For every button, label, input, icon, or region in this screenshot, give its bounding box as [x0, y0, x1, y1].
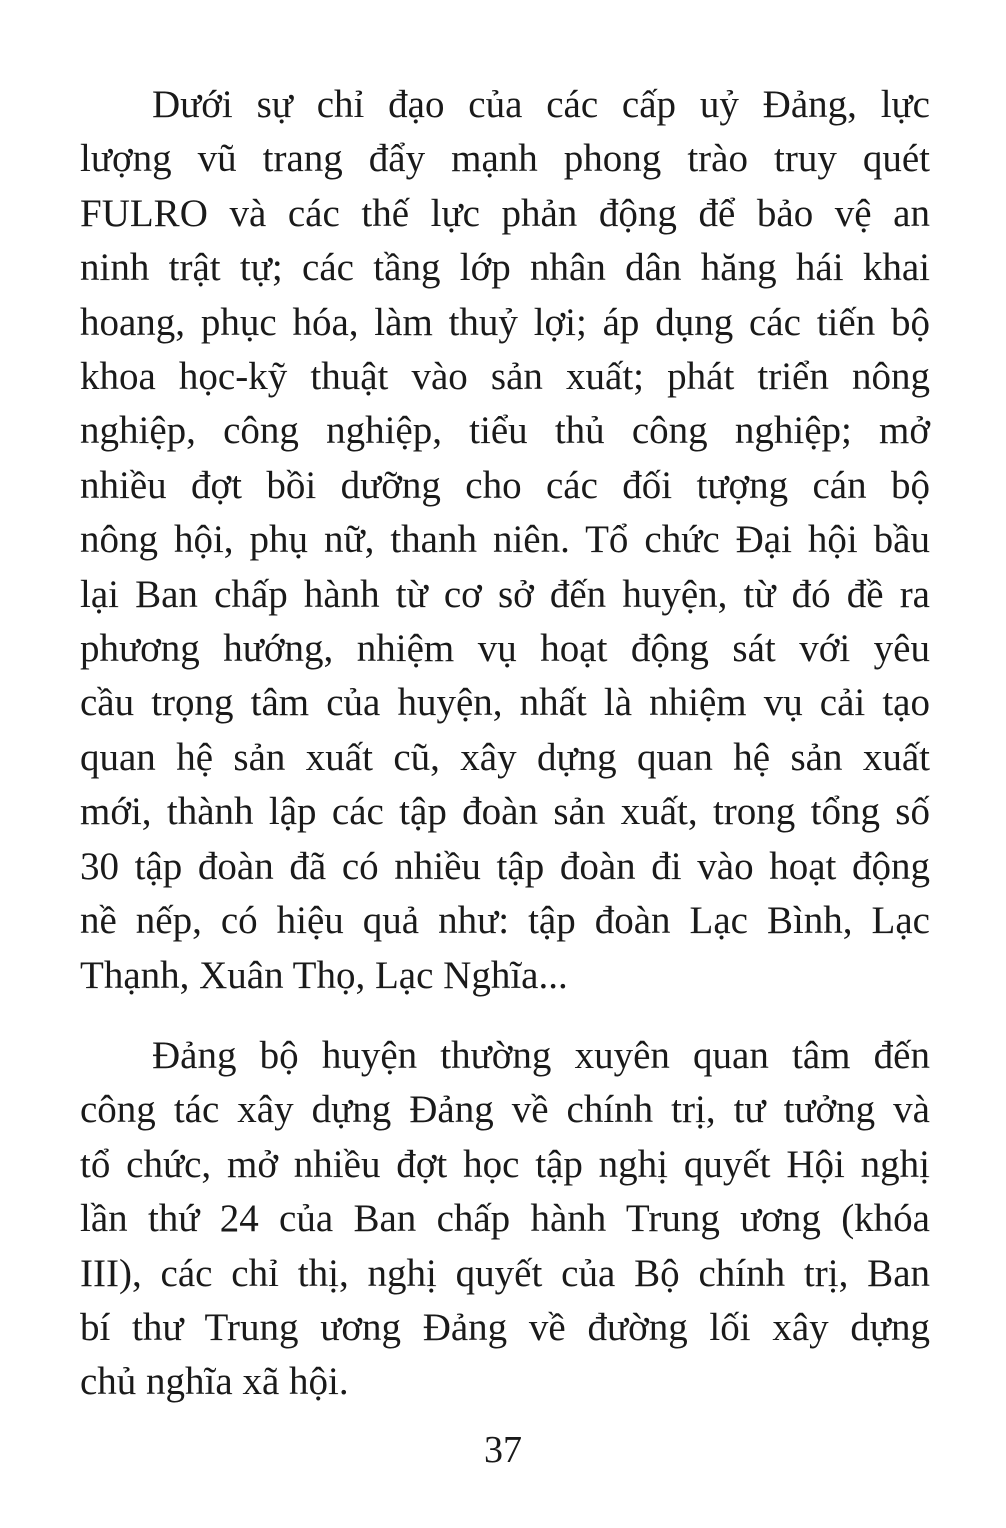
text-line: phương hướng, nhiệm vụ hoạt động sát với yêu: [80, 627, 930, 671]
text-line: lượng vũ trang đẩy mạnh phong trào truy quét: [80, 137, 930, 181]
text-line: lần thứ 24 của Ban chấp hành Trung ương (khóa: [80, 1197, 930, 1241]
text-line: Thạnh, Xuân Thọ, Lạc Nghĩa...: [80, 953, 568, 997]
text-line: tổ chức, mở nhiều đợt học tập nghị quyết Hội nghị: [80, 1142, 930, 1186]
text-line: cầu trọng tâm của huyện, nhất là nhiệm vụ cải tạo: [80, 681, 930, 725]
text-line: quan hệ sản xuất cũ, xây dựng quan hệ sản xuất: [80, 735, 930, 779]
paragraph-1: [80, 78, 930, 1003]
text-line: công tác xây dựng Đảng về chính trị, tư tưởng và: [80, 1088, 930, 1132]
text-line: chủ nghĩa xã hội.: [80, 1360, 349, 1404]
text-line: nhiều đợt bồi dưỡng cho các đối tượng cán bộ: [80, 463, 930, 507]
page-body: [80, 78, 930, 1410]
text-line: khoa học-kỹ thuật vào sản xuất; phát triển nông: [80, 355, 930, 399]
text-line: 30 tập đoàn đã có nhiều tập đoàn đi vào hoạt động: [80, 844, 930, 888]
paragraph-2: [80, 1029, 930, 1410]
text-line: hoang, phục hóa, làm thuỷ lợi; áp dụng các tiến bộ: [80, 300, 930, 344]
text-line: nề nếp, có hiệu quả như: tập đoàn Lạc Bình, Lạc: [80, 899, 930, 943]
text-line: FULRO và các thế lực phản động để bảo vệ an: [80, 191, 930, 235]
text-line: nông hội, phụ nữ, thanh niên. Tổ chức Đại hội bầu: [80, 518, 930, 562]
page-number: 37: [484, 1429, 522, 1471]
text-line: bí thư Trung ương Đảng về đường lối xây dựng: [80, 1305, 930, 1349]
text-line: nghiệp, công nghiệp, tiểu thủ công nghiệp; mở: [80, 409, 930, 453]
text-line: III), các chỉ thị, nghị quyết của Bộ chính trị, Ban: [80, 1251, 930, 1295]
text-line: lại Ban chấp hành từ cơ sở đến huyện, từ đó đề ra: [80, 572, 930, 616]
text-line: Đảng bộ huyện thường xuyên quan tâm đến: [152, 1033, 930, 1077]
text-line: Dưới sự chỉ đạo của các cấp uỷ Đảng, lực: [152, 83, 930, 126]
text-line: mới, thành lập các tập đoàn sản xuất, trong tổng số: [80, 790, 930, 834]
text-line: ninh trật tự; các tầng lớp nhân dân hăng hái khai: [80, 246, 930, 290]
